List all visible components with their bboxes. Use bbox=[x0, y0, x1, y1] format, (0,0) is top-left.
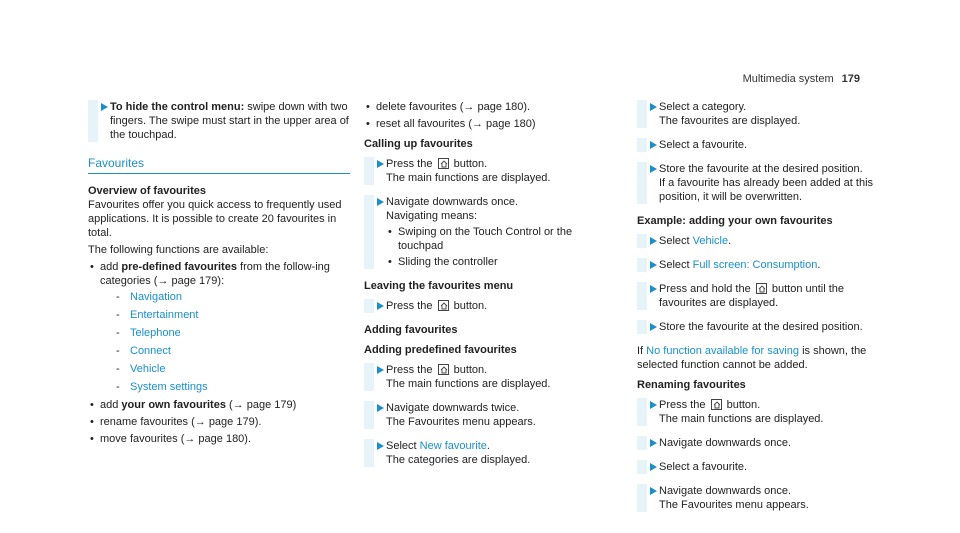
list-item: • add pre-defined favourites from the follow‐ing categories (→ page 179): - Navigation - Entertainment - Telephone - Connect - Vehicle - System settings bbox=[88, 260, 350, 394]
no-function-link: No function available for saving bbox=[646, 345, 800, 357]
step-arrow-icon bbox=[650, 261, 657, 269]
step-arrow-icon bbox=[650, 141, 657, 149]
column-1 bbox=[88, 100, 350, 449]
step: Navigate downwards once. Navigating means: • Swiping on the Touch Control or the touchpad • Sliding the controller bbox=[364, 195, 614, 269]
home-button-icon bbox=[756, 283, 767, 294]
note-text: If No function available for saving is shown, the selected function cannot be added. bbox=[637, 345, 867, 371]
step: Select a favourite. bbox=[637, 460, 882, 474]
step: Select New favourite. The categories are displayed. bbox=[364, 439, 614, 467]
step-arrow-icon bbox=[650, 487, 657, 495]
step-arrow-icon bbox=[650, 103, 657, 111]
leaving-title: Leaving the favourites menu bbox=[364, 280, 514, 292]
new-favourite-link[interactable]: New favourite bbox=[419, 440, 487, 452]
adding-predef-title: Adding predefined favourites bbox=[364, 344, 517, 356]
page-number: 179 bbox=[841, 73, 860, 85]
example-title: Example: adding your own favourites bbox=[637, 215, 833, 227]
functions-list-cont bbox=[364, 100, 614, 131]
step-hide-menu: To hide the control menu: swipe down with two fingers. The swipe must start in the upper area of the touchpad. bbox=[88, 100, 350, 142]
list-item: • add your own favourites (→ page 179) bbox=[88, 398, 350, 412]
full-screen-consumption-link[interactable]: Full screen: Consumption bbox=[692, 259, 818, 271]
overview-title: Overview of favourites bbox=[88, 185, 206, 197]
step: Navigate downwards once. bbox=[637, 436, 882, 450]
category-link[interactable]: System settings bbox=[130, 381, 208, 393]
step-arrow-icon bbox=[650, 237, 657, 245]
step-arrow-icon bbox=[377, 366, 384, 374]
navigating-list bbox=[386, 225, 614, 269]
step-arrow-icon bbox=[650, 463, 657, 471]
step: Press the button. bbox=[364, 299, 614, 313]
renaming-title: Renaming favourites bbox=[637, 379, 746, 391]
step-arrow-icon bbox=[377, 302, 384, 310]
step-arrow-icon bbox=[650, 323, 657, 331]
step-arrow-icon bbox=[377, 198, 384, 206]
calling-title: Calling up favourites bbox=[364, 138, 473, 150]
category-list bbox=[100, 290, 350, 394]
list-item: • reset all favourites (→ page 180) bbox=[364, 117, 614, 131]
page-header bbox=[743, 72, 860, 86]
section-title: Favourites bbox=[88, 156, 350, 174]
step-arrow-icon bbox=[650, 285, 657, 293]
category-link[interactable]: Vehicle bbox=[130, 363, 166, 375]
category-link[interactable]: Telephone bbox=[130, 327, 181, 339]
home-button-icon bbox=[711, 399, 722, 410]
home-button-icon bbox=[438, 364, 449, 375]
step-arrow-icon bbox=[650, 165, 657, 173]
step-arrow-icon bbox=[101, 103, 108, 111]
adding-title: Adding favourites bbox=[364, 324, 458, 336]
category-link[interactable]: Navigation bbox=[130, 291, 182, 303]
step-arrow-icon bbox=[650, 401, 657, 409]
column-3 bbox=[637, 100, 882, 522]
step: Select Full screen: Consumption. bbox=[637, 258, 882, 272]
step: Press and hold the button until the favourites are displayed. bbox=[637, 282, 882, 310]
vehicle-link[interactable]: Vehicle bbox=[692, 235, 729, 247]
home-button-icon bbox=[438, 300, 449, 311]
step: Select a favourite. bbox=[637, 138, 882, 152]
list-item: • Swiping on the Touch Control or the touchpad bbox=[386, 225, 614, 253]
list-item: • delete favourites (→ page 180). bbox=[364, 100, 614, 114]
list-item: • rename favourites (→ page 179). bbox=[88, 415, 350, 429]
functions-list bbox=[88, 260, 350, 446]
step: Navigate downwards twice. The Favourites menu appears. bbox=[364, 401, 614, 429]
step: Press the button. The main functions are displayed. bbox=[364, 157, 614, 185]
step: Select Vehicle. bbox=[637, 234, 882, 248]
step-arrow-icon bbox=[650, 439, 657, 447]
step: Select a category. The favourites are displayed. bbox=[637, 100, 882, 128]
list-item: • move favourites (→ page 180). bbox=[88, 432, 350, 446]
step: Store the favourite at the desired position. bbox=[637, 320, 882, 334]
column-2 bbox=[364, 100, 614, 477]
functions-intro: The following functions are available: bbox=[88, 244, 269, 256]
category-link[interactable]: Connect bbox=[130, 345, 171, 357]
step-arrow-icon bbox=[377, 404, 384, 412]
step: Store the favourite at the desired position. If a favourite has already been added at this position, it will be overwritten. bbox=[637, 162, 882, 204]
category-link[interactable]: Entertainment bbox=[130, 309, 199, 321]
section-name: Multimedia system bbox=[742, 73, 834, 85]
step: Navigate downwards once. The Favourites menu appears. bbox=[637, 484, 882, 512]
home-button-icon bbox=[438, 158, 449, 169]
overview-text: Favourites offer you quick access to frequently used applications. It is possible to create 20 favourites in total. bbox=[88, 199, 342, 239]
step: Press the button. The main functions are displayed. bbox=[364, 363, 614, 391]
step-arrow-icon bbox=[377, 442, 384, 450]
step-arrow-icon bbox=[377, 160, 384, 168]
step: Press the button. The main functions are displayed. bbox=[637, 398, 882, 426]
list-item: • Sliding the controller bbox=[386, 255, 614, 269]
